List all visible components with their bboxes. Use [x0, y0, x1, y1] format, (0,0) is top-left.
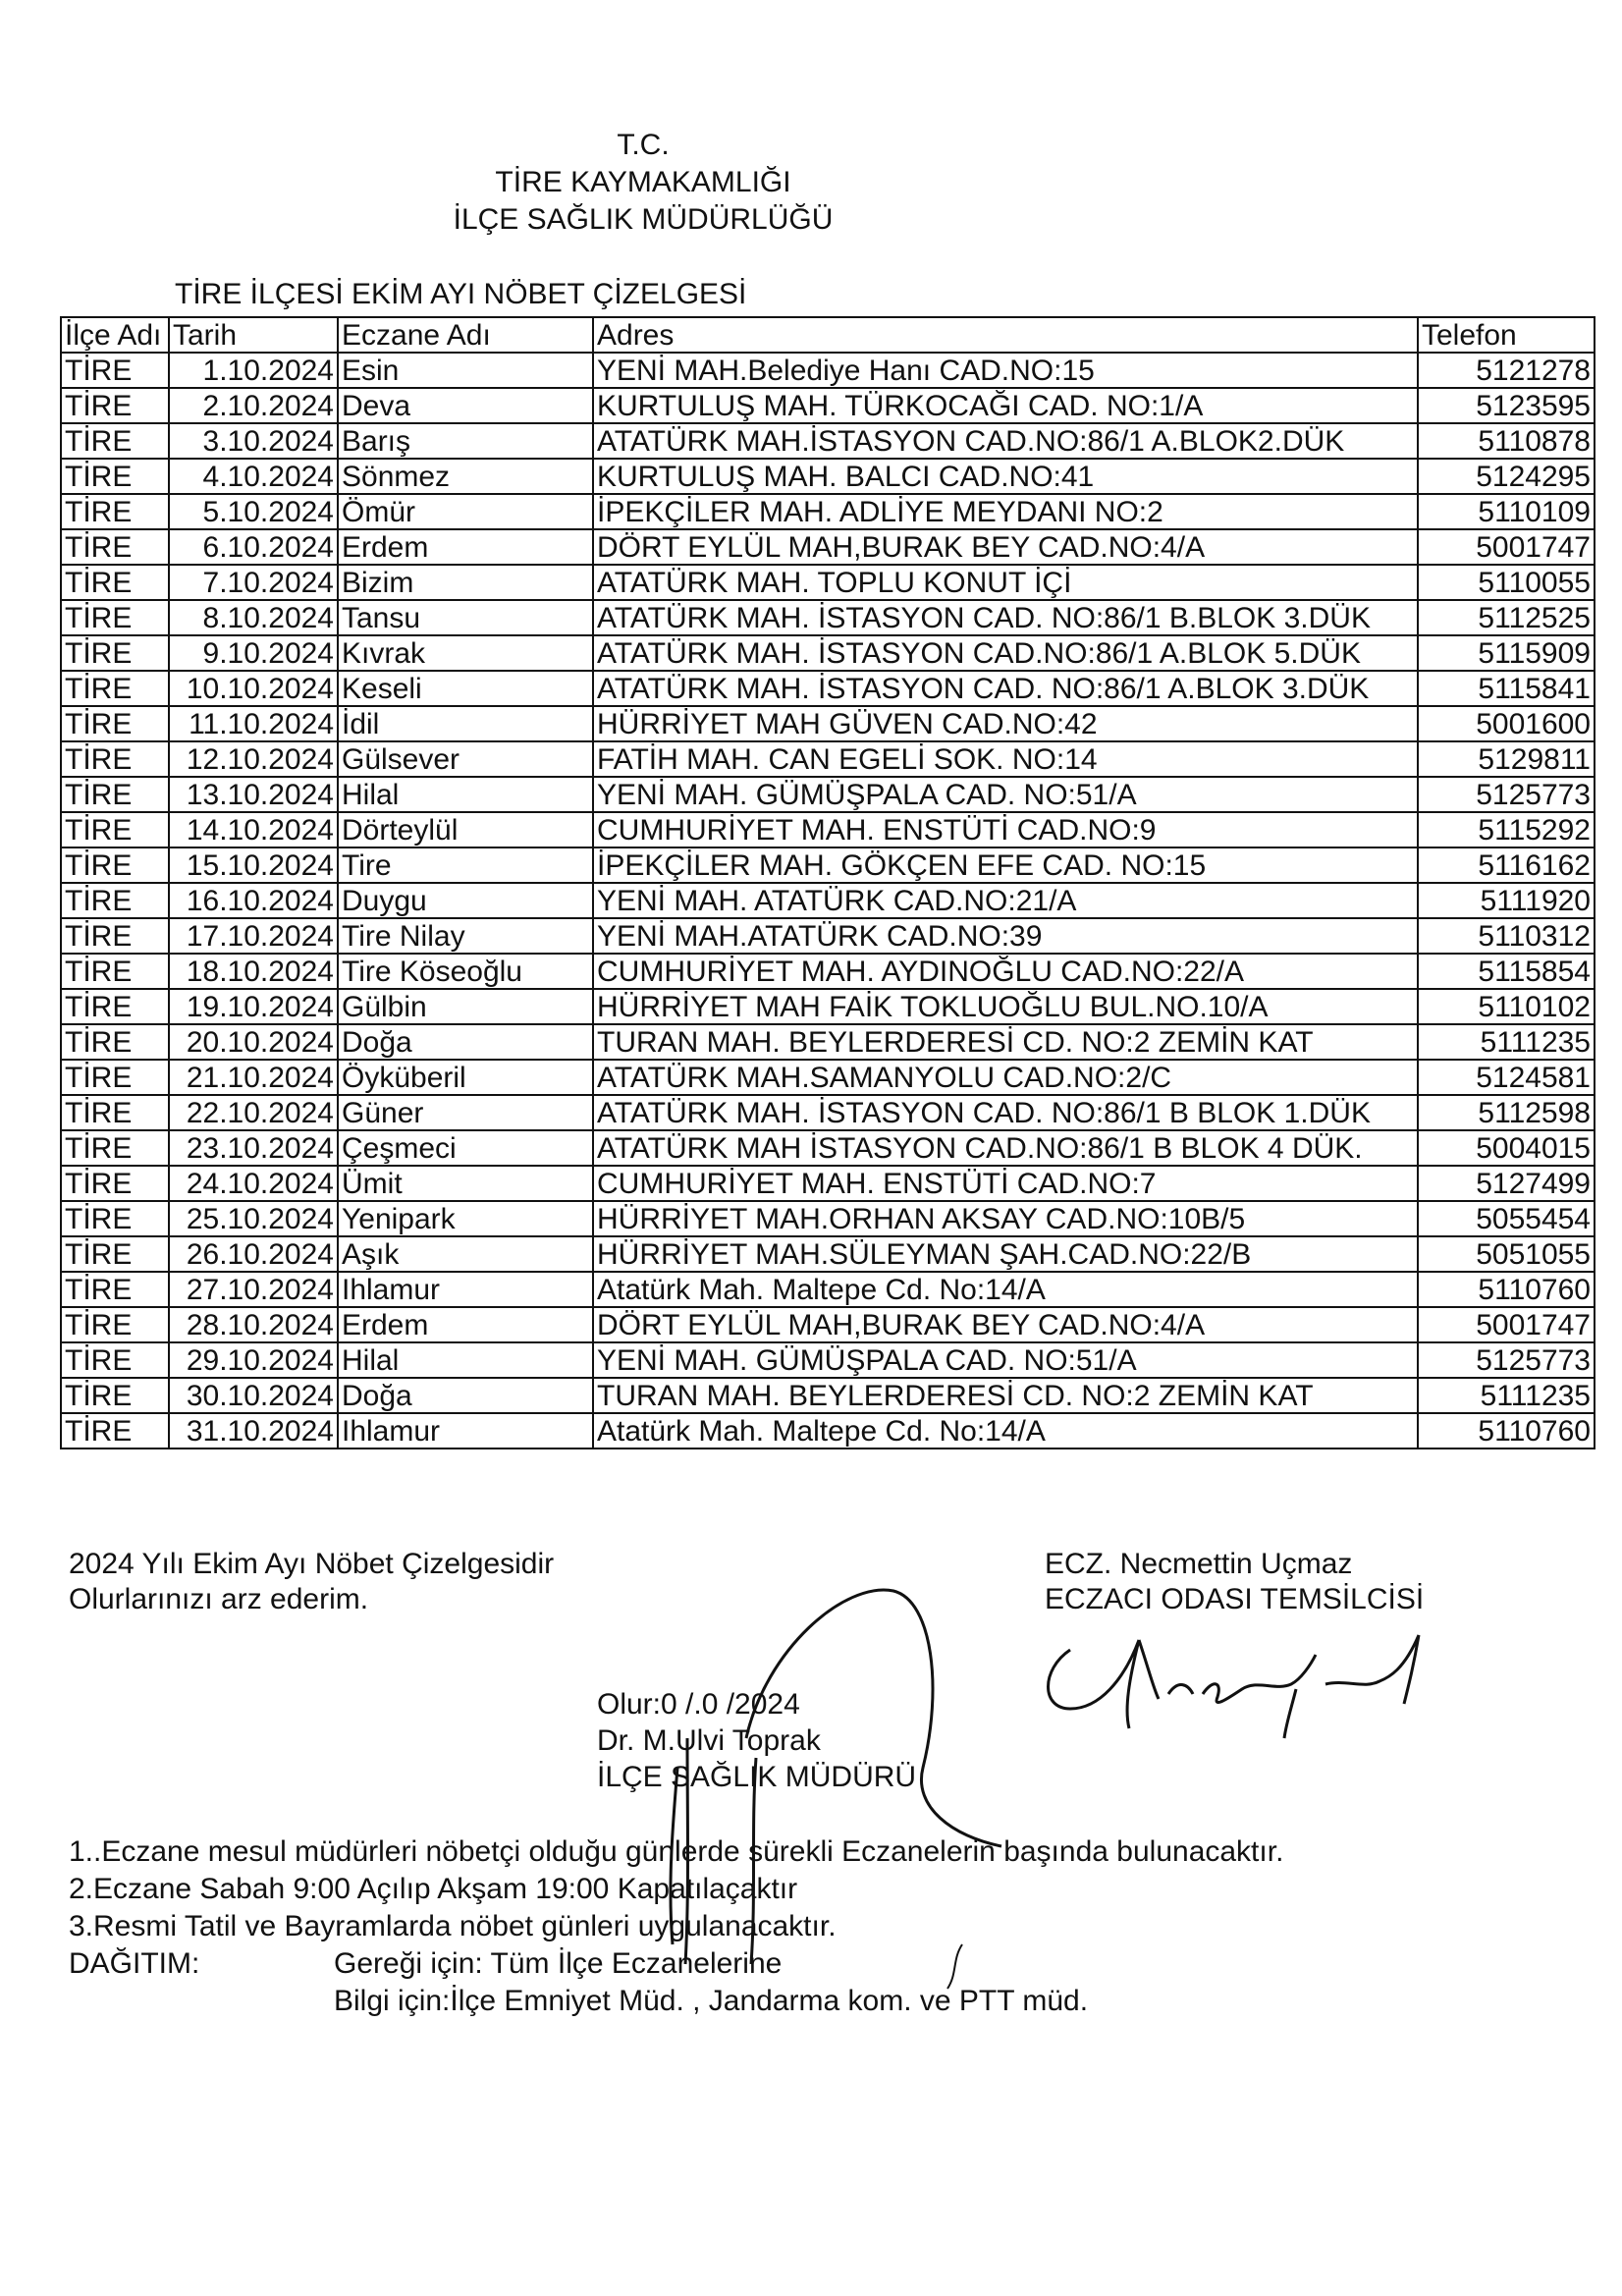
cell-eczane: Aşık — [338, 1236, 593, 1272]
cell-telefon: 5123595 — [1418, 388, 1595, 423]
cell-adres: ATATÜRK MAH İSTASYON CAD.NO:86/1 B BLOK 4 DÜK. — [593, 1130, 1418, 1166]
cell-adres: HÜRRİYET MAH.ORHAN AKSAY CAD.NO:10B/5 — [593, 1201, 1418, 1236]
cell-adres: DÖRT EYLÜL MAH,BURAK BEY CAD.NO:4/A — [593, 1307, 1418, 1342]
cell-adres: CUMHURİYET MAH. AYDINOĞLU CAD.NO:22/A — [593, 954, 1418, 989]
cell-telefon: 5129811 — [1418, 741, 1595, 777]
cell-telefon: 5115292 — [1418, 812, 1595, 847]
cell-ilce: TİRE — [61, 671, 169, 706]
cell-ilce: TİRE — [61, 1413, 169, 1449]
cell-tarih: 26.10.2024 — [169, 1236, 338, 1272]
cell-ilce: TİRE — [61, 1024, 169, 1060]
cell-eczane: Sönmez — [338, 459, 593, 494]
footer-rule-3: 3.Resmi Tatil ve Bayramlarda nöbet günleri uygulanacaktır. — [69, 1910, 837, 1942]
cell-ilce: TİRE — [61, 1236, 169, 1272]
cell-tarih: 17.10.2024 — [169, 918, 338, 954]
cell-tarih: 22.10.2024 — [169, 1095, 338, 1130]
cell-eczane: Erdem — [338, 529, 593, 565]
cell-telefon: 5111235 — [1418, 1024, 1595, 1060]
cell-ilce: TİRE — [61, 1095, 169, 1130]
table-row — [61, 459, 1595, 494]
header-tc: T.C. — [617, 129, 670, 161]
approval-title: İLÇE SAĞLIK MÜDÜRÜ — [597, 1761, 917, 1793]
distribution-line-1: Gereği için: Tüm İlçe Eczanelerine — [334, 1947, 783, 1980]
cell-telefon: 5110055 — [1418, 565, 1595, 600]
cell-ilce: TİRE — [61, 529, 169, 565]
cell-eczane: Yenipark — [338, 1201, 593, 1236]
cell-eczane: Keseli — [338, 671, 593, 706]
cell-telefon: 5115854 — [1418, 954, 1595, 989]
table-row — [61, 1095, 1595, 1130]
cell-adres: ATATÜRK MAH. İSTASYON CAD. NO:86/1 A.BLOK 3.DÜK — [593, 671, 1418, 706]
cell-telefon: 5001600 — [1418, 706, 1595, 741]
table-row — [61, 1342, 1595, 1378]
cell-ilce: TİRE — [61, 1130, 169, 1166]
cell-telefon: 5121278 — [1418, 353, 1595, 388]
cell-eczane: Kıvrak — [338, 635, 593, 671]
cell-telefon: 5112525 — [1418, 600, 1595, 635]
cell-adres: YENİ MAH. GÜMÜŞPALA CAD. NO:51/A — [593, 777, 1418, 812]
footer-rule-1: 1..Eczane mesul müdürleri nöbetçi olduğu günlerde sürekli Eczanelerin başında bulunacaktır. — [69, 1835, 1284, 1868]
cell-telefon: 5127499 — [1418, 1166, 1595, 1201]
cell-ilce: TİRE — [61, 918, 169, 954]
note-line-1: 2024 Yılı Ekim Ayı Nöbet Çizelgesidir — [69, 1548, 555, 1580]
cell-telefon: 5110102 — [1418, 989, 1595, 1024]
table-row — [61, 565, 1595, 600]
cell-adres: Atatürk Mah. Maltepe Cd. No:14/A — [593, 1413, 1418, 1449]
cell-ilce: TİRE — [61, 353, 169, 388]
cell-telefon: 5001747 — [1418, 529, 1595, 565]
cell-tarih: 7.10.2024 — [169, 565, 338, 600]
table-row — [61, 1130, 1595, 1166]
cell-telefon: 5110760 — [1418, 1413, 1595, 1449]
cell-tarih: 28.10.2024 — [169, 1307, 338, 1342]
column-header-adres: Adres — [593, 317, 1418, 353]
cell-telefon: 5111920 — [1418, 883, 1595, 918]
cell-telefon: 5115841 — [1418, 671, 1595, 706]
table-row — [61, 777, 1595, 812]
table-row — [61, 600, 1595, 635]
table-row — [61, 1166, 1595, 1201]
column-header-tarih: Tarih — [169, 317, 338, 353]
cell-ilce: TİRE — [61, 706, 169, 741]
cell-ilce: TİRE — [61, 1342, 169, 1378]
cell-tarih: 11.10.2024 — [169, 706, 338, 741]
representative-name: ECZ. Necmettin Uçmaz — [1045, 1548, 1353, 1580]
cell-eczane: Doğa — [338, 1378, 593, 1413]
header-saglik-mudurlugu: İLÇE SAĞLIK MÜDÜRLÜĞÜ — [453, 203, 834, 236]
table-row — [61, 635, 1595, 671]
cell-ilce: TİRE — [61, 459, 169, 494]
cell-tarih: 8.10.2024 — [169, 600, 338, 635]
cell-adres: KURTULUŞ MAH. TÜRKOCAĞI CAD. NO:1/A — [593, 388, 1418, 423]
note-line-2: Olurlarınızı arz ederim. — [69, 1583, 369, 1615]
cell-adres: Atatürk Mah. Maltepe Cd. No:14/A — [593, 1272, 1418, 1307]
cell-tarih: 10.10.2024 — [169, 671, 338, 706]
cell-tarih: 24.10.2024 — [169, 1166, 338, 1201]
cell-tarih: 3.10.2024 — [169, 423, 338, 459]
cell-adres: CUMHURİYET MAH. ENSTÜTİ CAD.NO:7 — [593, 1166, 1418, 1201]
table-row — [61, 812, 1595, 847]
footer-rule-2: 2.Eczane Sabah 9:00 Açılıp Akşam 19:00 Kapatılaçaktır — [69, 1873, 798, 1905]
cell-tarih: 5.10.2024 — [169, 494, 338, 529]
schedule-title: TİRE İLÇESİ EKİM AYI NÖBET ÇİZELGESİ — [175, 278, 747, 310]
cell-eczane: Tire — [338, 847, 593, 883]
cell-telefon: 5055454 — [1418, 1201, 1595, 1236]
cell-telefon: 5112598 — [1418, 1095, 1595, 1130]
cell-telefon: 5001747 — [1418, 1307, 1595, 1342]
cell-adres: CUMHURİYET MAH. ENSTÜTİ CAD.NO:9 — [593, 812, 1418, 847]
cell-telefon: 5110109 — [1418, 494, 1595, 529]
cell-eczane: Deva — [338, 388, 593, 423]
cell-ilce: TİRE — [61, 494, 169, 529]
approval-olur-date: Olur:0 /.0 /2024 — [597, 1688, 800, 1721]
approval-name: Dr. M.Ulvi Toprak — [597, 1724, 821, 1757]
representative-signature — [1031, 1611, 1463, 1748]
cell-eczane: Tansu — [338, 600, 593, 635]
cell-ilce: TİRE — [61, 1307, 169, 1342]
table-row — [61, 1060, 1595, 1095]
cell-adres: KURTULUŞ MAH. BALCI CAD.NO:41 — [593, 459, 1418, 494]
cell-eczane: Ihlamur — [338, 1272, 593, 1307]
table-row — [61, 954, 1595, 989]
cell-eczane: Ihlamur — [338, 1413, 593, 1449]
cell-telefon: 5110760 — [1418, 1272, 1595, 1307]
cell-telefon: 5004015 — [1418, 1130, 1595, 1166]
cell-tarih: 30.10.2024 — [169, 1378, 338, 1413]
cell-tarih: 4.10.2024 — [169, 459, 338, 494]
cell-tarih: 23.10.2024 — [169, 1130, 338, 1166]
cell-adres: YENİ MAH.Belediye Hanı CAD.NO:15 — [593, 353, 1418, 388]
cell-adres: FATİH MAH. CAN EGELİ SOK. NO:14 — [593, 741, 1418, 777]
table-row — [61, 706, 1595, 741]
cell-adres: YENİ MAH. GÜMÜŞPALA CAD. NO:51/A — [593, 1342, 1418, 1378]
column-header-ilce: İlçe Adı — [61, 317, 169, 353]
table-row — [61, 1272, 1595, 1307]
table-row — [61, 1378, 1595, 1413]
cell-ilce: TİRE — [61, 1201, 169, 1236]
cell-tarih: 16.10.2024 — [169, 883, 338, 918]
cell-ilce: TİRE — [61, 954, 169, 989]
cell-eczane: Doğa — [338, 1024, 593, 1060]
cell-adres: TURAN MAH. BEYLERDERESİ CD. NO:2 ZEMİN KAT — [593, 1024, 1418, 1060]
cell-adres: ATATÜRK MAH. İSTASYON CAD. NO:86/1 B BLOK 1.DÜK — [593, 1095, 1418, 1130]
cell-adres: ATATÜRK MAH.SAMANYOLU CAD.NO:2/C — [593, 1060, 1418, 1095]
cell-eczane: Dörteylül — [338, 812, 593, 847]
cell-adres: ATATÜRK MAH. İSTASYON CAD.NO:86/1 A.BLOK 5.DÜK — [593, 635, 1418, 671]
cell-telefon: 5111235 — [1418, 1378, 1595, 1413]
cell-tarih: 21.10.2024 — [169, 1060, 338, 1095]
cell-tarih: 15.10.2024 — [169, 847, 338, 883]
cell-ilce: TİRE — [61, 989, 169, 1024]
cell-adres: İPEKÇİLER MAH. ADLİYE MEYDANI NO:2 — [593, 494, 1418, 529]
table-body — [61, 353, 1595, 1449]
cell-telefon: 5124295 — [1418, 459, 1595, 494]
cell-ilce: TİRE — [61, 777, 169, 812]
cell-telefon: 5116162 — [1418, 847, 1595, 883]
cell-tarih: 1.10.2024 — [169, 353, 338, 388]
table-header-row — [61, 317, 1595, 353]
cell-eczane: Barış — [338, 423, 593, 459]
table-row — [61, 883, 1595, 918]
distribution-line-2: Bilgi için:İlçe Emniyet Müd. , Jandarma kom. ve PTT müd. — [334, 1985, 1089, 2017]
cell-tarih: 9.10.2024 — [169, 635, 338, 671]
cell-eczane: İdil — [338, 706, 593, 741]
column-header-eczane: Eczane Adı — [338, 317, 593, 353]
table-row — [61, 1024, 1595, 1060]
cell-telefon: 5125773 — [1418, 777, 1595, 812]
cell-tarih: 19.10.2024 — [169, 989, 338, 1024]
cell-tarih: 12.10.2024 — [169, 741, 338, 777]
cell-eczane: Tire Nilay — [338, 918, 593, 954]
cell-adres: YENİ MAH. ATATÜRK CAD.NO:21/A — [593, 883, 1418, 918]
cell-telefon: 5124581 — [1418, 1060, 1595, 1095]
duty-roster-table — [60, 316, 1595, 1449]
cell-ilce: TİRE — [61, 1378, 169, 1413]
cell-adres: ATATÜRK MAH. TOPLU KONUT İÇİ — [593, 565, 1418, 600]
header-kaymakamlik: TİRE KAYMAKAMLIĞI — [495, 166, 791, 198]
cell-ilce: TİRE — [61, 812, 169, 847]
cell-telefon: 5110878 — [1418, 423, 1595, 459]
cell-eczane: Tire Köseoğlu — [338, 954, 593, 989]
cell-ilce: TİRE — [61, 388, 169, 423]
table-row — [61, 1413, 1595, 1449]
cell-adres: DÖRT EYLÜL MAH,BURAK BEY CAD.NO:4/A — [593, 529, 1418, 565]
column-header-telefon: Telefon — [1418, 317, 1595, 353]
cell-eczane: Gülbin — [338, 989, 593, 1024]
cell-eczane: Duygu — [338, 883, 593, 918]
cell-tarih: 18.10.2024 — [169, 954, 338, 989]
table-row — [61, 353, 1595, 388]
cell-adres: İPEKÇİLER MAH. GÖKÇEN EFE CAD. NO:15 — [593, 847, 1418, 883]
cell-telefon: 5051055 — [1418, 1236, 1595, 1272]
table-row — [61, 494, 1595, 529]
cell-adres: HÜRRİYET MAH FAİK TOKLUOĞLU BUL.NO.10/A — [593, 989, 1418, 1024]
table-row — [61, 847, 1595, 883]
table-row — [61, 989, 1595, 1024]
cell-tarih: 6.10.2024 — [169, 529, 338, 565]
table-row — [61, 918, 1595, 954]
table-row — [61, 1201, 1595, 1236]
distribution-label: DAĞITIM: — [69, 1947, 200, 1980]
cell-telefon: 5110312 — [1418, 918, 1595, 954]
cell-ilce: TİRE — [61, 600, 169, 635]
cell-eczane: Ömür — [338, 494, 593, 529]
cell-adres: TURAN MAH. BEYLERDERESİ CD. NO:2 ZEMİN KAT — [593, 1378, 1418, 1413]
cell-ilce: TİRE — [61, 883, 169, 918]
cell-ilce: TİRE — [61, 1272, 169, 1307]
cell-eczane: Güner — [338, 1095, 593, 1130]
cell-tarih: 25.10.2024 — [169, 1201, 338, 1236]
cell-adres: HÜRRİYET MAH GÜVEN CAD.NO:42 — [593, 706, 1418, 741]
cell-ilce: TİRE — [61, 423, 169, 459]
table-row — [61, 423, 1595, 459]
table-row — [61, 1307, 1595, 1342]
cell-ilce: TİRE — [61, 847, 169, 883]
cell-adres: ATATÜRK MAH.İSTASYON CAD.NO:86/1 A.BLOK2.DÜK — [593, 423, 1418, 459]
cell-telefon: 5125773 — [1418, 1342, 1595, 1378]
cell-eczane: Ümit — [338, 1166, 593, 1201]
cell-tarih: 14.10.2024 — [169, 812, 338, 847]
cell-ilce: TİRE — [61, 1166, 169, 1201]
cell-eczane: Erdem — [338, 1307, 593, 1342]
table-row — [61, 671, 1595, 706]
cell-ilce: TİRE — [61, 635, 169, 671]
cell-ilce: TİRE — [61, 565, 169, 600]
table-row — [61, 529, 1595, 565]
cell-eczane: Gülsever — [338, 741, 593, 777]
cell-ilce: TİRE — [61, 1060, 169, 1095]
table-row — [61, 388, 1595, 423]
cell-tarih: 20.10.2024 — [169, 1024, 338, 1060]
cell-tarih: 13.10.2024 — [169, 777, 338, 812]
cell-eczane: Esin — [338, 353, 593, 388]
cell-eczane: Öyküberil — [338, 1060, 593, 1095]
cell-eczane: Hilal — [338, 777, 593, 812]
cell-adres: ATATÜRK MAH. İSTASYON CAD. NO:86/1 B.BLOK 3.DÜK — [593, 600, 1418, 635]
cell-tarih: 27.10.2024 — [169, 1272, 338, 1307]
cell-tarih: 2.10.2024 — [169, 388, 338, 423]
table-row — [61, 1236, 1595, 1272]
table-row — [61, 741, 1595, 777]
cell-tarih: 29.10.2024 — [169, 1342, 338, 1378]
cell-adres: HÜRRİYET MAH.SÜLEYMAN ŞAH.CAD.NO:22/B — [593, 1236, 1418, 1272]
representative-title: ECZACI ODASI TEMSİLCİSİ — [1045, 1583, 1425, 1615]
cell-adres: YENİ MAH.ATATÜRK CAD.NO:39 — [593, 918, 1418, 954]
cell-eczane: Bizim — [338, 565, 593, 600]
cell-telefon: 5115909 — [1418, 635, 1595, 671]
cell-eczane: Hilal — [338, 1342, 593, 1378]
cell-ilce: TİRE — [61, 741, 169, 777]
cell-eczane: Çeşmeci — [338, 1130, 593, 1166]
cell-tarih: 31.10.2024 — [169, 1413, 338, 1449]
